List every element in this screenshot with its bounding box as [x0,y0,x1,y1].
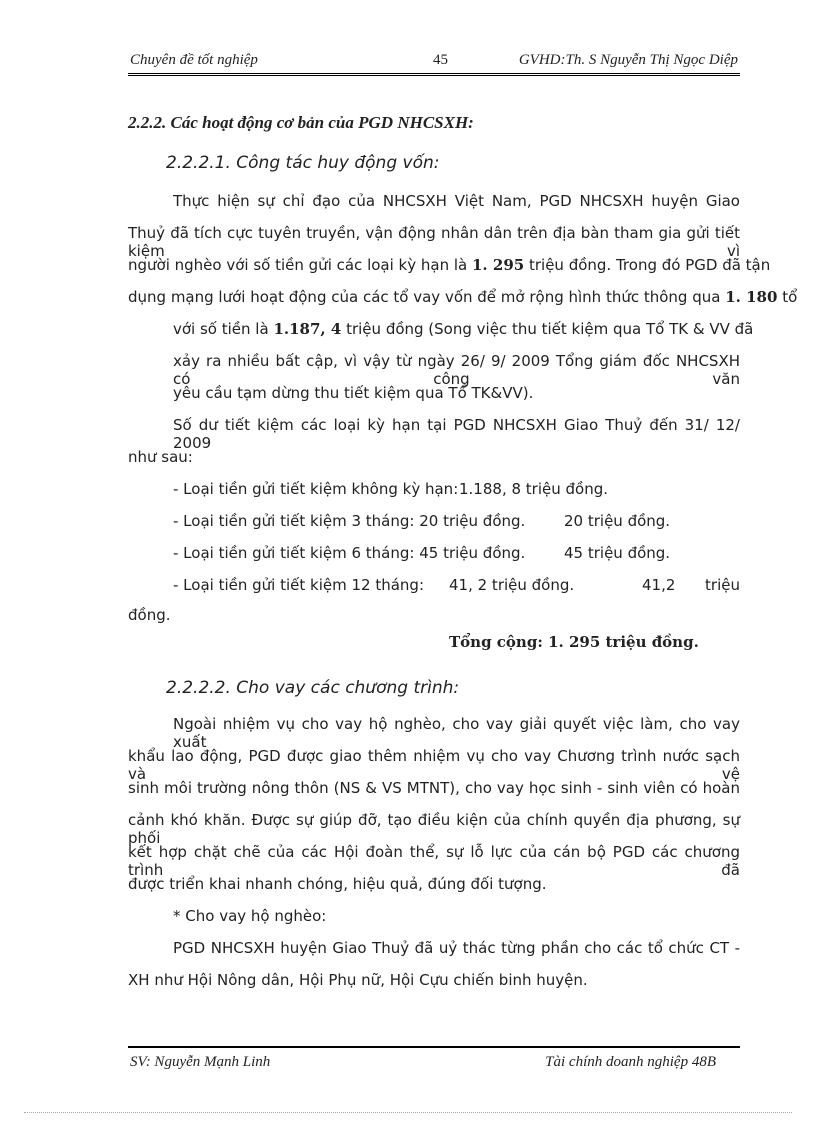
paragraph-line: với số tiền là 1.187, 4 triệu đồng (Song việc thu tiết kiệm qua Tổ TK & VV đã [173,320,754,338]
paragraph-line: Thuỷ đã tích cực tuyên truyền, vận động nhân dân trên địa bàn tham gia gửi tiết kiệm vì [128,224,740,260]
paragraph-line: cảnh khó khăn. Được sự giúp đỡ, tạo điều kiện của chính quyền địa phương, sự phối [128,811,740,847]
footer-student: SV: Nguyễn Mạnh Linh [130,1054,271,1070]
subheading-poor-households: * Cho vay hộ nghèo: [173,907,327,925]
header-supervisor: GVHD:Th. S Nguyễn Thị Ngọc Diệp [518,52,738,68]
paragraph-line: dụng mạng lưới hoạt động của các tổ vay vốn để mở rộng hình thức thông qua 1. 180 tổ [128,288,798,306]
amount-total: 1. 295 [472,256,525,274]
list-item-wrap: đồng. [128,606,171,624]
paragraph-line: PGD NHCSXH huyện Giao Thuỷ đã uỷ thác từng phần cho các tổ chức CT - [173,939,740,957]
subsection-title-2: 2.2.2.2. Cho vay các chương trình: [166,678,460,698]
list-item: - Loại tiền gửi tiết kiệm không kỳ hạn: 1.188, 8 triệu đồng. [173,480,609,498]
section-title: 2.2.2. Các hoạt động cơ bản của PGD NHCSXH: [128,113,474,132]
header-divider [128,73,740,76]
list-item: - Loại tiền gửi tiết kiệm 3 tháng: 20 triệu đồng. 20 triệu đồng. [173,512,671,530]
paragraph-line: kết hợp chặt chẽ của các Hội đoàn thể, sự lỗ lực của cán bộ PGD các chương trình đã [128,843,740,879]
page-edge-divider [24,1112,792,1113]
amount-groups: 1.187, 4 [273,320,342,338]
paragraph-line: xảy ra nhiều bất cập, vì vậy từ ngày 26/ 9/ 2009 Tổng giám đốc NHCSXH có công văn [173,352,740,388]
paragraph-line: yêu cầu tạm dừng thu tiết kiệm qua Tổ TK&VV). [173,384,534,402]
header-course-title: Chuyên đề tốt nghiệp [130,52,258,68]
list-item: - Loại tiền gửi tiết kiệm 6 tháng: 45 triệu đồng. 45 triệu đồng. [173,544,671,562]
paragraph-line: sinh môi trường nông thôn (NS & VS MTNT), cho vay học sinh - sinh viên có hoàn [128,779,740,797]
footer-department: Tài chính doanh nghiệp 48B [545,1054,716,1070]
total-summary: Tổng cộng: 1. 295 triệu đồng. [449,633,699,651]
paragraph-line: Ngoài nhiệm vụ cho vay hộ nghèo, cho vay giải quyết việc làm, cho vay xuất [173,715,740,751]
header-page-number: 45 [433,52,448,68]
paragraph-line: như sau: [128,448,193,466]
paragraph-line: Thực hiện sự chỉ đạo của NHCSXH Việt Nam, PGD NHCSXH huyện Giao [173,192,740,210]
paragraph-line: khẩu lao động, PGD được giao thêm nhiệm vụ cho vay Chương trình nước sạch và vệ [128,747,740,783]
paragraph-line: Số dư tiết kiệm các loại kỳ hạn tại PGD NHCSXH Giao Thuỷ đến 31/ 12/ 2009 [173,416,740,452]
paragraph-line: người nghèo với số tiền gửi các loại kỳ hạn là 1. 295 triệu đồng. Trong đó PGD đã tận [128,256,771,274]
paragraph-line: XH như Hội Nông dân, Hội Phụ nữ, Hội Cựu chiến binh huyện. [128,971,588,989]
paragraph-line: được triển khai nhanh chóng, hiệu quả, đúng đối tượng. [128,875,547,893]
subsection-title-1: 2.2.2.1. Công tác huy động vốn: [166,153,440,173]
groups-count: 1. 180 [725,288,778,306]
footer-divider [128,1046,740,1048]
list-item: - Loại tiền gửi tiết kiệm 12 tháng: 41, 2 triệu đồng. 41,2 triệu [173,576,740,594]
